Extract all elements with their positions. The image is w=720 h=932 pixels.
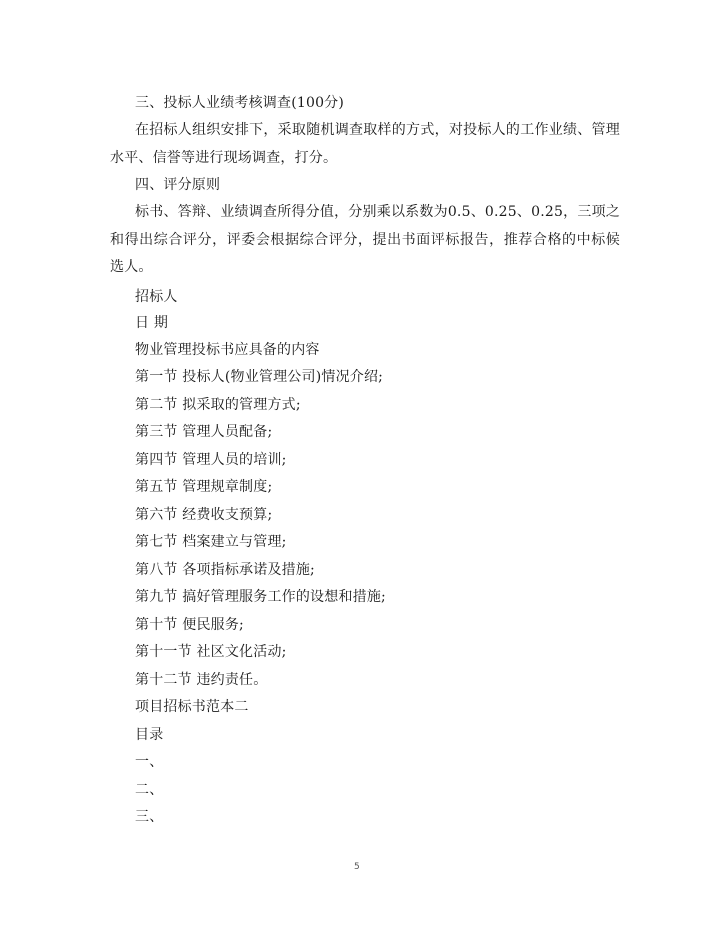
- section-list-item: 第八节 各项指标承诺及措施;: [135, 562, 315, 578]
- section-list-item: 第十二节 违约责任。: [135, 672, 268, 688]
- section-list-item: 第六节 经费收支预算;: [135, 507, 273, 523]
- sample2-title: 项目招标书范本二: [135, 699, 249, 715]
- toc-item: 一、: [135, 754, 164, 770]
- contents-title: 物业管理投标书应具备的内容: [135, 342, 320, 358]
- section4-body: 标书、答辩、业绩调查所得分值，分别乘以系数为0.5、0.25、0.25，三项之和得出综合评分，评委会根据综合评分，提出书面评标报告，推荐合格的中标候选人。: [110, 204, 620, 275]
- section3-body: 在招标人组织安排下，采取随机调查取样的方式，对投标人的工作业绩、管理水平、信誉等进行现场调查，打分。: [110, 122, 620, 166]
- toc-item: 二、: [135, 782, 164, 798]
- section-list-item: 第五节 管理规章制度;: [135, 479, 273, 495]
- page-number: 5: [354, 862, 360, 872]
- section3-heading: 三、投标人业绩考核调查(100分): [135, 95, 345, 111]
- section-list-item: 第二节 拟采取的管理方式;: [135, 397, 301, 413]
- section-list-item: 第七节 档案建立与管理;: [135, 534, 287, 550]
- section4-heading: 四、评分原则: [135, 177, 221, 193]
- toc-item: 三、: [135, 809, 164, 825]
- signature-date: 日 期: [135, 315, 169, 331]
- signature-tenderer: 招标人: [135, 289, 178, 305]
- toc-title: 目录: [135, 727, 164, 743]
- section-list-item: 第十节 便民服务;: [135, 617, 244, 633]
- section-list-item: 第一节 投标人(物业管理公司)情况介绍;: [135, 369, 384, 385]
- section-list-item: 第九节 搞好管理服务工作的设想和措施;: [135, 589, 386, 605]
- section-list-item: 第十一节 社区文化活动;: [135, 644, 287, 660]
- section-list-item: 第三节 管理人员配备;: [135, 424, 273, 440]
- section-list-item: 第四节 管理人员的培训;: [135, 452, 287, 468]
